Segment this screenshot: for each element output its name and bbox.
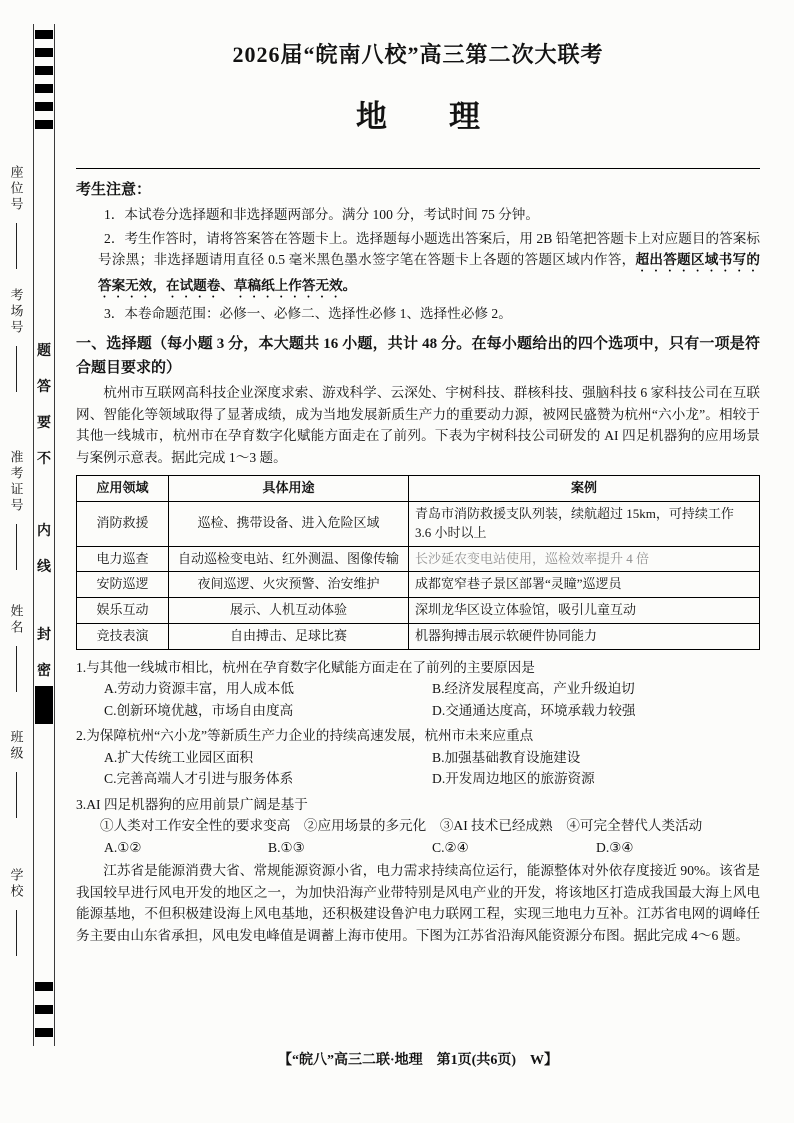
- table-row: [77, 501, 760, 546]
- notice-heading: 考生注意：: [76, 181, 152, 198]
- binding-mark: [35, 30, 53, 39]
- seal-field-name-line: [16, 646, 17, 692]
- seal-char: 内: [37, 524, 51, 539]
- table-row: [77, 572, 760, 598]
- seal-field-school-label: 学校: [8, 868, 24, 900]
- seal-char: 题: [37, 344, 51, 359]
- seal-field-school-line: [16, 910, 17, 956]
- table-cell-field: 竞技表演: [77, 624, 169, 650]
- notice-item-2-emphasis: 超出答题区域书写的答案无效，在试题卷、草稿纸上作答无效。: [98, 252, 760, 294]
- question-2-stem: 2.为保障杭州“六小龙”等新质生产力企业的持续高速发展，杭州市未来应重点: [76, 728, 534, 744]
- seal-field-seat-line: [16, 223, 17, 269]
- question-3-option-a: A.①②: [104, 839, 142, 855]
- question-2-options-row-1: [104, 747, 760, 768]
- seal-field-room: [4, 288, 28, 392]
- seal-char: 不: [37, 452, 51, 467]
- question-1-option-a: A.劳动力资源丰富，用人成本低: [104, 681, 294, 697]
- binding-mark: [35, 48, 53, 57]
- table-cell-case: 青岛市消防救援支队列装，续航超过 15km，可持续工作 3.6 小时以上: [409, 501, 760, 546]
- question-1-option-d: D.交通通达度高，环境承载力较强: [432, 702, 636, 718]
- seal-field-school: [4, 868, 28, 956]
- table-cell-usage: 夜间巡逻、火灾预警、治安维护: [169, 572, 409, 598]
- question-3-statements: ①人类对工作安全性的要求变高 ②应用场景的多元化 ③AI 技术已经成熟 ④可完全替代人类活动: [100, 818, 703, 834]
- seal-field-name: [4, 604, 28, 692]
- question-3-option-d: D.③④: [596, 839, 634, 855]
- table-header-usage: 具体用途: [169, 476, 409, 502]
- notice-item-3: 3．本卷命题范围：必修一、必修二、选择性必修 1、选择性必修 2。: [104, 306, 512, 322]
- table-cell-case: 成都宽窄巷子景区部署“灵瞳”巡逻员: [409, 572, 760, 598]
- question-2-option-b: B.加强基础教育设施建设: [432, 749, 581, 765]
- robot-dog-application-table: [76, 475, 760, 650]
- seal-field-room-label: 考场号: [8, 288, 24, 336]
- notice-item-2-text: 2．考生作答时，请将答案答在答题卡上。选择题每小题选出答案后，用 2B 铅笔把答题卡上对应题目的答案标号涂黑；非选择题请用直径 0.5 毫米黑色墨水签字笔在答题卡上各题的答题区域内作答，: [98, 230, 760, 268]
- binding-mark: [35, 66, 53, 75]
- binding-mark: [35, 120, 53, 129]
- passage-1: 杭州市互联网高科技企业深度求索、游戏科学、云深处、宇树科技、群核科技、强脑科技 6 家科技公司在互联网、智能化等领域取得了显著成绩，成为当地发展新质生产力的重要动力源，被网民盛赞为杭州“六小龙”。相较于其他一线城市，杭州市在孕育数字化赋能方面走在了前列。下表为宇树科技公司研发的 AI 四足机器狗的应用场景与案例示意表。据此完成 1～3 题。: [76, 385, 760, 465]
- exam-title: 2026届“皖南八校”高三第二次大联考: [232, 42, 604, 67]
- exam-subject: 地 理: [356, 98, 480, 134]
- binding-mark: [35, 84, 53, 93]
- table-cell-case: 长沙延农变电站使用，巡检效率提升 4 倍: [409, 546, 760, 572]
- table-cell-field: 娱乐互动: [77, 598, 169, 624]
- table-cell-field: 电力巡查: [77, 546, 169, 572]
- title-divider: [76, 168, 760, 169]
- seal-field-room-line: [16, 346, 17, 392]
- seal-field-seat-label: 座位号: [8, 165, 24, 213]
- table-cell-usage: 巡检、携带设备、进入危险区域: [169, 501, 409, 546]
- seal-field-class-label: 班级: [8, 730, 24, 762]
- table-header-field: 应用领域: [77, 476, 169, 502]
- question-1-options-row-2: [104, 700, 760, 721]
- table-cell-field: 安防巡逻: [77, 572, 169, 598]
- question-3-option-c: C.②④: [432, 839, 469, 855]
- table-row: [77, 624, 760, 650]
- seal-char: 线: [37, 560, 51, 575]
- binding-mark: [35, 1005, 53, 1014]
- seal-field-exam-no: [4, 450, 28, 570]
- table-header-case: 案例: [409, 476, 760, 502]
- question-2-option-d: D.开发周边地区的旅游资源: [432, 771, 595, 787]
- table-header-row: [77, 476, 760, 502]
- seal-char: 密: [37, 664, 51, 679]
- seal-char: 封: [37, 628, 51, 643]
- seal-char: 答: [37, 380, 51, 395]
- section-1-heading: 一、选择题（每小题 3 分，本大题共 16 小题，共计 48 分。在每小题给出的四个选项中，只有一项是符合题目要求的）: [76, 335, 760, 376]
- seal-field-name-label: 姓名: [8, 604, 24, 636]
- table-row: [77, 598, 760, 624]
- table-cell-case: 深圳龙华区设立体验馆，吸引儿童互动: [409, 598, 760, 624]
- notice-item-2: [98, 228, 760, 301]
- binding-marks-column: [33, 24, 55, 1046]
- page-footer: 【“皖八”高三二联·地理 第1页(共6页) W】: [278, 1053, 558, 1068]
- binding-mark: [35, 982, 53, 991]
- seal-field-class: [4, 730, 28, 818]
- question-1-option-b: B.经济发展程度高，产业升级迫切: [432, 681, 635, 697]
- question-3-options-row: [104, 837, 760, 858]
- seal-labels-column: [4, 0, 28, 1123]
- seal-char: 要: [37, 416, 51, 431]
- passage-2: 江苏省是能源消费大省、常规能源资源小省，电力需求持续高位运行，能源整体对外依存度接近 90%。该省是我国较早进行风电开发的地区之一，为加快沿海产业带特别是风电产业的开发，将该地区打造成我国最大海上风电能源基地，不但积极建设海上风电基地，还积极建设鲁沪电力联网工程，实现三地电力互补。江苏省电网的调峰任务主要由山东省承担，风电发电峰值是调蓄上海市使用。下图为江苏省沿海风能资源分布图。据此完成 4～6 题。: [76, 863, 760, 943]
- question-3-option-b: B.①③: [268, 839, 305, 855]
- question-2-options-row-2: [104, 768, 760, 789]
- question-1-option-c: C.创新环境优越，市场自由度高: [104, 702, 294, 718]
- seal-field-class-line: [16, 772, 17, 818]
- table-row: [77, 546, 760, 572]
- binding-mark: [35, 1028, 53, 1037]
- question-1-options-row-1: [104, 678, 760, 699]
- seal-field-exam-no-line: [16, 524, 17, 570]
- question-2-option-c: C.完善高端人才引进与服务体系: [104, 771, 294, 787]
- notice-item-1: 1．本试卷分选择题和非选择题两部分。满分 100 分，考试时间 75 分钟。: [104, 207, 539, 223]
- table-cell-usage: 自由搏击、足球比赛: [169, 624, 409, 650]
- question-1-stem: 1.与其他一线城市相比，杭州在孕育数字化赋能方面走在了前列的主要原因是: [76, 659, 535, 675]
- binding-mark: [35, 686, 53, 724]
- seal-field-seat: [4, 165, 28, 269]
- exam-content: [76, 24, 760, 948]
- table-cell-case: 机器狗搏击展示软硬件协同能力: [409, 624, 760, 650]
- question-2-option-a: A.扩大传统工业园区面积: [104, 749, 254, 765]
- binding-mark: [35, 102, 53, 111]
- table-cell-field: 消防救援: [77, 501, 169, 546]
- table-cell-usage: 自动巡检变电站、红外测温、图像传输: [169, 546, 409, 572]
- table-cell-usage: 展示、人机互动体验: [169, 598, 409, 624]
- question-3-stem: 3.AI 四足机器狗的应用前景广阔是基于: [76, 796, 308, 812]
- seal-field-exam-no-label: 准考证号: [8, 450, 24, 514]
